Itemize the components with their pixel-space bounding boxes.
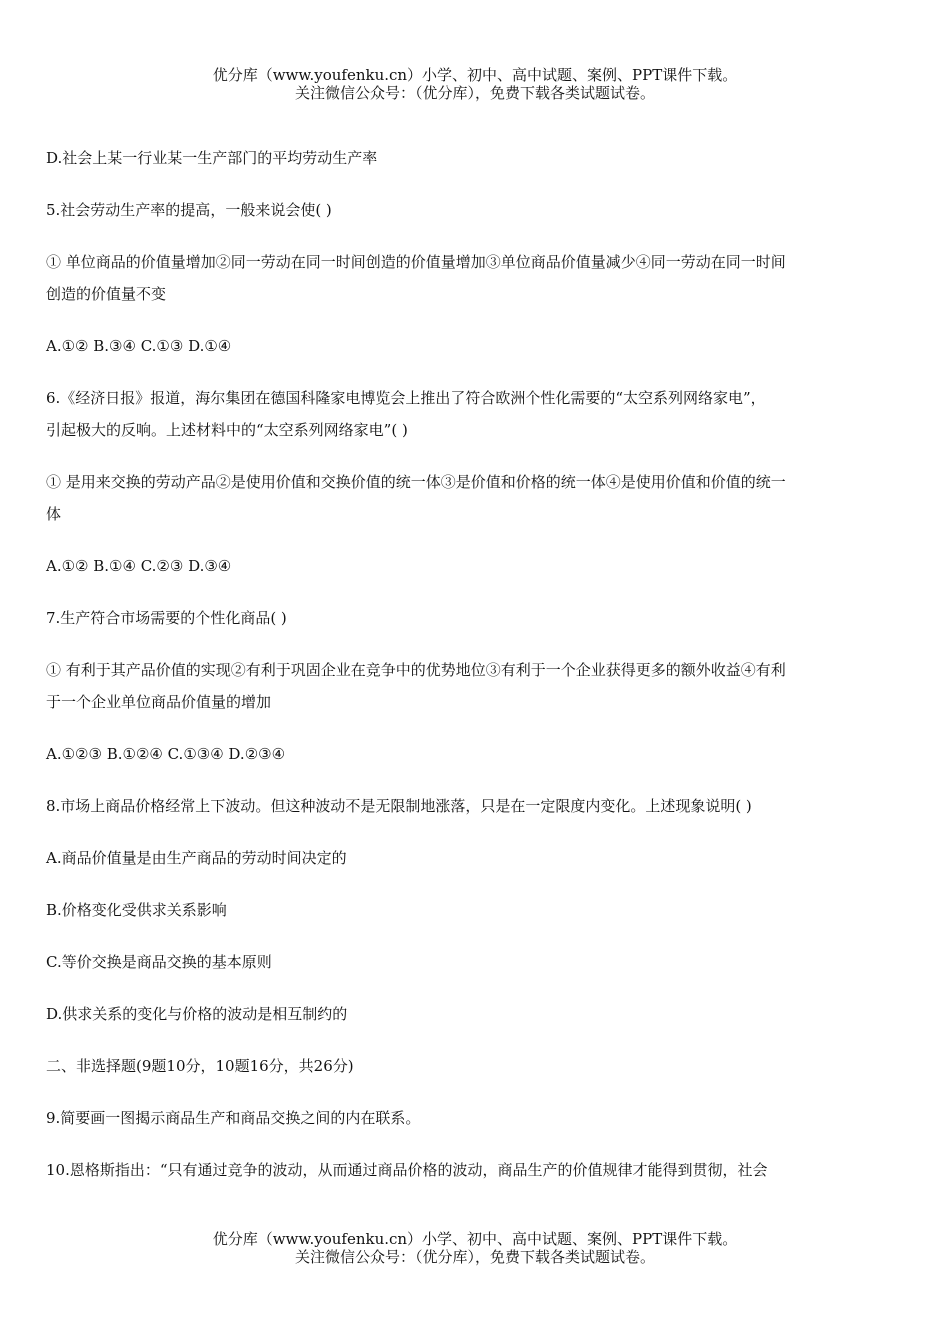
question-5-options: A.①② B.③④ C.①③ D.①④ xyxy=(46,337,232,355)
option-4d: D.社会上某一行业某一生产部门的平均劳动生产率 xyxy=(46,149,378,167)
question-7-stem: 7.生产符合市场需要的个性化商品( ) xyxy=(46,609,287,627)
header-line-1: 优分库（www.youfenku.cn）小学、初中、高中试题、案例、PPT课件下载。 xyxy=(212,66,738,84)
question-7-statements-line-2: 于一个企业单位商品价值量的增加 xyxy=(46,693,272,711)
question-7-options: A.①②③ B.①②④ C.①③④ D.②③④ xyxy=(46,745,286,763)
question-6-stem-line-1: 6.《经济日报》报道，海尔集团在德国科隆家电博览会上推出了符合欧洲个性化需要的“太空系列网络家电”， xyxy=(46,389,766,407)
footer-line-2: 关注微信公众号：（优分库），免费下载各类试题试卷。 xyxy=(294,1248,655,1266)
question-8-option-a: A.商品价值量是由生产商品的劳动时间决定的 xyxy=(46,849,347,867)
question-8-stem: 8.市场上商品价格经常上下波动。但这种波动不是无限制地涨落，只是在一定限度内变化。上述现象说明( ) xyxy=(46,797,752,815)
question-6-statements-line-1: ① 是用来交换的劳动产品②是使用价值和交换价值的统一体③是价值和价格的统一体④是使用价值和价值的统一 xyxy=(46,473,786,491)
question-8-option-d: D.供求关系的变化与价格的波动是相互制约的 xyxy=(46,1005,348,1023)
question-7-statements-line-1: ① 有利于其产品价值的实现②有利于巩固企业在竞争中的优势地位③有利于一个企业获得更多的额外收益④有利 xyxy=(46,661,786,679)
header-line-2: 关注微信公众号：（优分库），免费下载各类试题试卷。 xyxy=(294,84,655,102)
question-5-statements-line-1: ① 单位商品的价值量增加②同一劳动在同一时间创造的价值量增加③单位商品价值量减少④同一劳动在同一时间 xyxy=(46,253,786,271)
question-5-stem: 5.社会劳动生产率的提高，一般来说会使( ) xyxy=(46,201,332,219)
question-8-option-b: B.价格变化受供求关系影响 xyxy=(46,901,227,919)
question-6-stem-line-2: 引起极大的反响。上述材料中的“太空系列网络家电”( ) xyxy=(46,421,408,439)
page-footer xyxy=(0,1230,950,1266)
question-6-options: A.①② B.①④ C.②③ D.③④ xyxy=(46,557,232,575)
page-header xyxy=(0,66,950,102)
footer-line-1: 优分库（www.youfenku.cn）小学、初中、高中试题、案例、PPT课件下载。 xyxy=(212,1230,738,1248)
question-9-stem: 9.简要画一图揭示商品生产和商品交换之间的内在联系。 xyxy=(46,1109,421,1127)
question-8-option-c: C.等价交换是商品交换的基本原则 xyxy=(46,953,272,971)
section-2-heading: 二、非选择题(9题10分，10题16分，共26分) xyxy=(46,1057,354,1075)
question-5-statements-line-2: 创造的价值量不变 xyxy=(46,285,167,303)
question-10-stem-line-1: 10.恩格斯指出：“只有通过竞争的波动，从而通过商品价格的波动，商品生产的价值规律才能得到贯彻，社会 xyxy=(46,1161,768,1179)
question-6-statements-line-2: 体 xyxy=(46,505,62,523)
